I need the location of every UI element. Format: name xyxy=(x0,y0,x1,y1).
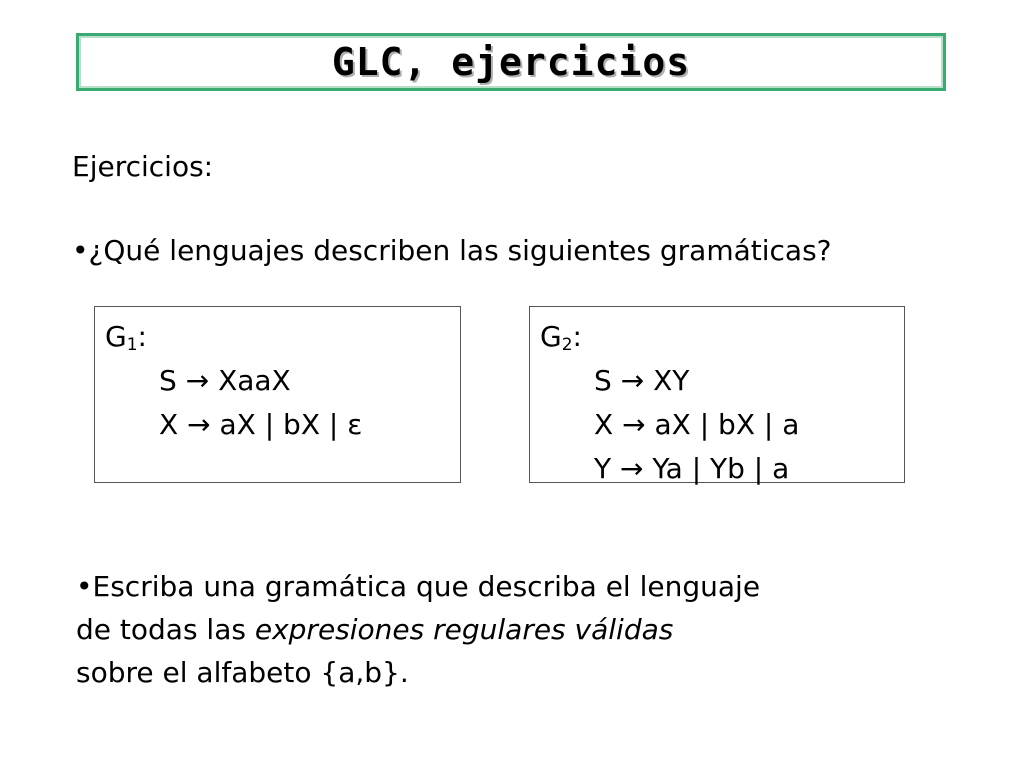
grammar-name: $G_2$: xyxy=(540,320,582,355)
grammar-box-g2 xyxy=(529,306,905,483)
grammar-rules xyxy=(594,359,799,491)
grammar-rules xyxy=(159,359,362,447)
production-rule: S → XY xyxy=(594,364,690,397)
question-2-line: sobre el alfabeto {a,b}. xyxy=(76,656,409,689)
arrow-icon: → xyxy=(185,364,210,397)
slide-title: GLC, ejercicios xyxy=(331,40,691,84)
production-rule: S → XaaX xyxy=(159,364,291,397)
heading: Ejercicios: xyxy=(72,150,214,183)
title-box xyxy=(76,33,946,91)
question-2-line: de todas las expresiones regulares válidas xyxy=(76,613,674,646)
arrow-icon: → xyxy=(187,408,211,441)
production-rule: X → aX | bX | ε xyxy=(159,408,363,441)
grammar-box-g1 xyxy=(94,306,461,483)
production-rule: Y → Ya | Yb | a xyxy=(594,452,790,485)
arrow-icon: → xyxy=(620,452,644,485)
question-2 xyxy=(76,565,760,694)
production-rule: X → aX | bX | a xyxy=(594,408,800,441)
emphasis-text: expresiones regulares válidas xyxy=(254,613,674,646)
question-1: •¿Qué lenguajes describen las siguientes gramáticas? xyxy=(72,234,832,267)
question-2-line: •Escriba una gramática que describa el lenguaje xyxy=(76,570,761,603)
arrow-icon: → xyxy=(620,364,645,397)
arrow-icon: → xyxy=(622,408,646,441)
grammar-name: $G_1$: xyxy=(105,320,147,355)
